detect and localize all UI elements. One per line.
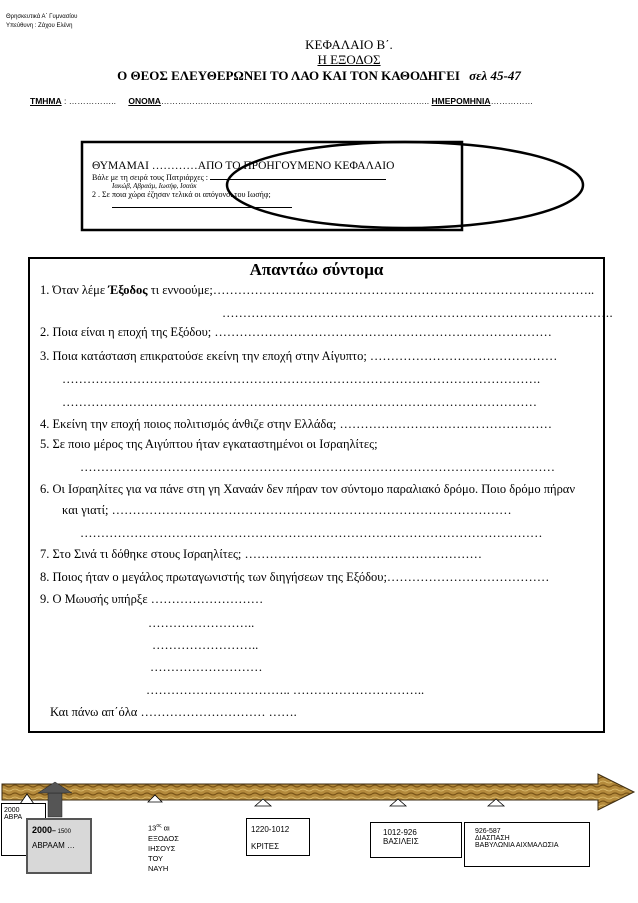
timeline-box-division	[464, 822, 590, 867]
student-fields	[30, 96, 533, 106]
question-6[interactable]: 6. Οι Ισραηλίτες για να πάνε στη γη Χαναάν δεν πήραν τον σύντομο παραλιακό δρόμο. Ποιο δρόμο πήραν	[40, 482, 576, 496]
question-5[interactable]: 5. Σε ποιο μέρος της Αιγύπτου ήταν εγκαταστημένοι οι Ισραηλίτες;	[40, 437, 378, 451]
question-1-bold: Έξοδος	[108, 283, 148, 297]
tl3-of: ΤΟΥ	[148, 853, 164, 863]
timeline-arrow	[0, 768, 638, 820]
chapter-title: ΚΕΦΑΛΑΙΟ Β΄.	[305, 37, 393, 52]
date-label: ΗΜΕΡΟΜΗΝΙΑ	[431, 96, 491, 106]
teacher-subject: Θρησκευτικά Α΄ Γυμνασίου	[6, 14, 78, 20]
question-1-pre: 1. Όταν λέμε	[40, 283, 109, 297]
tl5-date: 1012-926	[383, 828, 417, 837]
pages-ref: σελ 45-47	[469, 68, 521, 83]
recall-item-1: Βάλε με τη σειρά τους Πατριάρχες :	[92, 173, 208, 182]
timeline-box-exodus	[148, 821, 179, 874]
tl1-date: 2000	[4, 807, 20, 814]
tl5-label: ΒΑΣΙΛΕΙΣ	[383, 837, 419, 846]
country-answer-line[interactable]	[112, 207, 292, 208]
timeline-box-kings	[370, 822, 462, 858]
tl4-label: ΚΡΙΤΕΣ	[251, 842, 280, 851]
tl6-date: 926-587	[475, 828, 501, 835]
class-field[interactable]: : ……………..	[61, 96, 116, 106]
subject-title: Η ΕΞΟΔΟΣ	[317, 52, 381, 67]
tl3-exodus: ΕΞΟΔΟΣ	[148, 833, 179, 843]
tl2-date: 2000	[32, 825, 53, 835]
question-3[interactable]: 3. Ποια κατάσταση επικρατούσε εκείνη την εποχή στην Αίγυπτο; ………………………………………	[40, 349, 558, 363]
tl2-label: ΑΒΡΑΑΜ …	[32, 841, 75, 850]
teacher-name: Υπεύθυνη : Ζάχου Ελένη	[6, 23, 73, 29]
tl6-label-1: ΔΙΑΣΠΑΣΗ	[475, 835, 510, 842]
tl1-label: ΑΒΡΑ	[4, 814, 23, 821]
answer-line-6b[interactable]: …………………………………………………………………………………………………	[80, 526, 543, 540]
question-2[interactable]: 2. Ποια είναι η εποχή της Εξόδου; ………………………………………………………………………	[40, 325, 552, 339]
name-field[interactable]: …………………………………………………………………………………..	[160, 96, 430, 106]
question-8[interactable]: 8. Ποιος ήταν ο μεγάλος πρωταγωνιστής των διηγήσεων της Εξόδου;…………………………………	[40, 570, 550, 584]
recall-item-1-hint: Ιακώβ, Αβραάμ, Ιωσήφ, Ισαάκ	[112, 182, 197, 190]
answer-line-9a[interactable]: ……………………..	[148, 616, 255, 630]
answers-heading: Απαντάω σύντομα	[249, 260, 384, 279]
tl3-nun: ΝΑΥΗ	[148, 863, 169, 873]
date-field[interactable]: ……………	[490, 96, 534, 106]
tl3-century-suffix: αι	[161, 823, 170, 833]
last-question[interactable]: Και πάνω απ΄όλα ………………………… …….	[50, 705, 297, 719]
tl3-joshua: ΙΗΣΟΥΣ	[148, 843, 176, 853]
name-label: ΟΝΟΜΑ	[128, 96, 161, 106]
tl4-date: 1220-1012	[251, 825, 290, 834]
question-9[interactable]: 9. Ο Μωυσής υπήρξε ………………………	[40, 592, 264, 606]
answer-line-1b[interactable]: ………………………………………………………………………………….	[222, 306, 613, 320]
timeline-box-judges	[246, 818, 310, 856]
patriarchs-answer-line[interactable]	[210, 179, 386, 180]
subtitle	[0, 68, 638, 84]
recall-section	[92, 160, 592, 211]
question-6-cont[interactable]: και γιατί; ……………………………………………………………………………………	[62, 503, 512, 517]
class-label: ΤΜΗΜΑ	[30, 96, 62, 106]
question-1-post: τι εννοούμε;………………………………………………………………………………..	[147, 283, 595, 297]
subtitle-text: Ο ΘΕΟΣ ΕΛΕΥΘΕΡΩΝΕΙ ΤΟ ΛΑΟ ΚΑΙ ΤΟΝ ΚΑΘΟΔΗΓΕΙ	[117, 68, 460, 83]
question-1[interactable]	[40, 283, 594, 298]
recall-item-2: 2 . Σε ποια χώρα έζησαν τελικά οι απόγονοι του Ιωσήφ;	[92, 190, 271, 199]
question-4[interactable]: 4. Εκείνη την εποχή ποιος πολιτισμός άνθιζε στην Ελλάδα; ……………………………………………	[40, 417, 552, 431]
tl3-century: 13	[148, 823, 157, 833]
tl2-date-end: 1500	[55, 829, 71, 835]
recall-heading: ΘΥΜΑΜΑΙ …………ΑΠΟ ΤΟ ΠΡΟΗΓΟΥΜΕΝΟ ΚΕΦΑΛΑΙΟ	[92, 160, 395, 172]
tl6-label-2: ΒΑΒΥΛΩΝΙΑ ΑΙΧΜΑΛΩΣΙΑ	[475, 842, 559, 849]
answer-line-9b[interactable]: ……………………..	[152, 638, 259, 652]
answer-line-5b[interactable]: ……………………………………………………………………………………………………	[80, 460, 555, 474]
question-7[interactable]: 7. Στο Σινά τι δόθηκε στους Ισραηλίτες; …………………………………………………	[40, 547, 483, 561]
tl3-sup: ος	[156, 823, 162, 829]
timeline-box-abraham: 2000– 1500 ΑΒΡΑΑΜ …	[26, 818, 92, 874]
answer-line-3c[interactable]: ……………………………………………………………………………………………………	[62, 395, 537, 409]
answer-line-9c[interactable]: ………………………	[150, 660, 263, 674]
answer-line-9d[interactable]: …………………………….. …………………………..	[146, 683, 425, 697]
answer-line-3b[interactable]: …………………………………………………………………………………………………….	[62, 372, 541, 386]
